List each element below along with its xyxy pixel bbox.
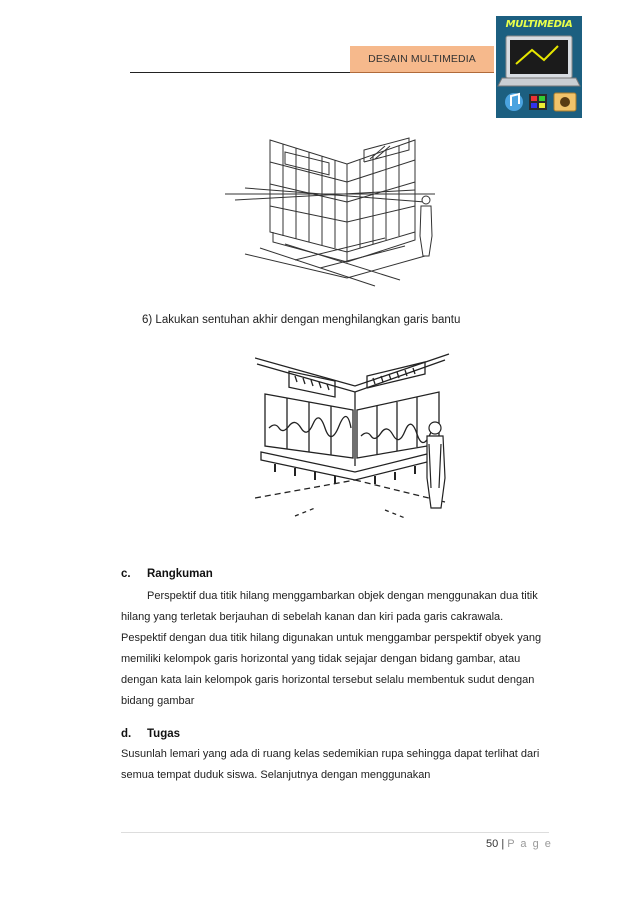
- header-title: DESAIN MULTIMEDIA: [350, 46, 494, 73]
- section-d-title: Tugas: [147, 728, 181, 740]
- section-d-number: d.: [121, 728, 132, 740]
- page-number: 50: [486, 838, 499, 850]
- perspective-sketch-final: [255, 348, 451, 548]
- footer-separator: |: [501, 838, 505, 850]
- footer-rule: [121, 832, 549, 833]
- page-label: P a g e: [507, 838, 553, 850]
- section-c-title: Rangkuman: [147, 568, 213, 580]
- header-rule: [130, 72, 350, 73]
- perspective-sketch-with-guides: [225, 128, 435, 288]
- multimedia-logo: [496, 16, 582, 118]
- section-c-number: c.: [121, 568, 131, 580]
- step-6-instruction: 6) Lakukan sentuhan akhir dengan menghilangkan garis bantu: [142, 314, 461, 326]
- section-c-body: [121, 586, 549, 712]
- section-d-heading: [121, 728, 180, 740]
- section-d-text: Susunlah lemari yang ada di ruang kelas sedemikian rupa sehingga dapat terlihat dari semua tempat duduk siswa. Selanjutnya dengan menggunakan: [121, 748, 540, 781]
- section-c-heading: [121, 568, 213, 580]
- section-d-body: [121, 744, 549, 786]
- section-c-text: Perspektif dua titik hilang menggambarkan objek dengan menggunakan dua titik hilang yang terletak berjauhan di sebelah kanan dan kiri pada garis cakrawala. Pespektif dengan dua titik hilang digunakan untuk menggambar perspektif obyek yang memiliki kelompok garis horizontal yang tidak sejajar dengan bidang gambar, atau dengan kata lain kelompok garis horizontal tersebut selalu membentuk sudut dengan bidang gambar: [121, 590, 542, 707]
- page-footer: [486, 838, 552, 850]
- logo-title: MULTIMEDIA: [505, 19, 573, 30]
